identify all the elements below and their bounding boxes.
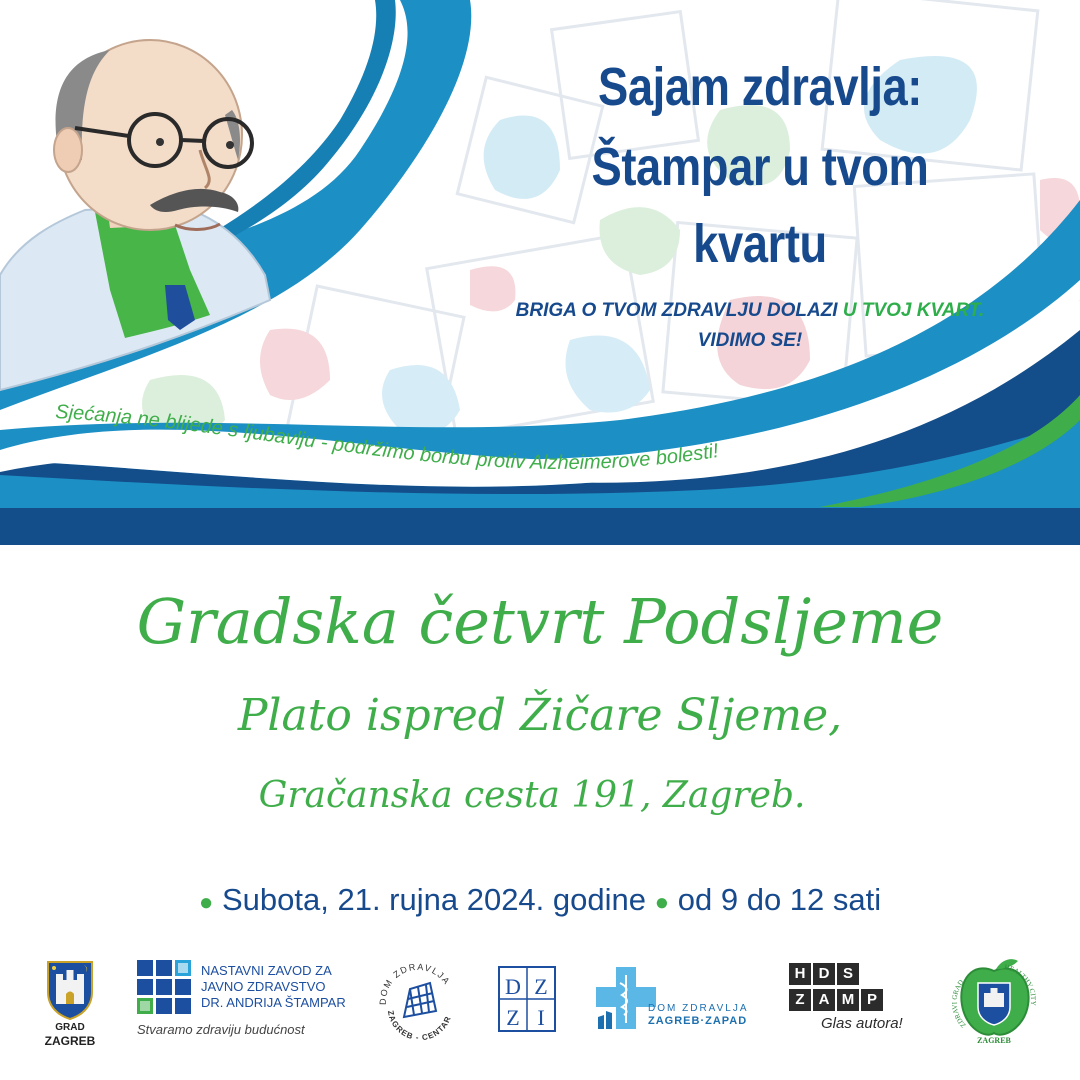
logo-grad-zagreb: [40, 958, 100, 1048]
tagline-line-1: [470, 300, 1030, 322]
venue-address: Gračanska cesta 191, Zagreb.: [258, 775, 806, 816]
title-line-2: Štampar u tvom: [591, 137, 929, 197]
svg-text:Z: Z: [506, 1005, 520, 1030]
hds-row: H D S: [789, 963, 859, 985]
logo-dzzi: [497, 965, 557, 1035]
title-line-3: kvartu: [693, 214, 827, 274]
dz-zapad-label-1: DOM ZDRAVLJA: [648, 1003, 749, 1014]
event-date: Subota, 21. rujna 2024. godine: [221, 882, 646, 917]
bullet-icon: ●: [654, 889, 670, 916]
svg-text:Z: Z: [534, 974, 548, 999]
stampar-grid-icon: [137, 960, 193, 1016]
logo-dz-zapad: [594, 965, 764, 1035]
title-line-1: Sajam zdravlja:: [598, 57, 922, 117]
tagline-line-2: VIDIMO SE!: [697, 330, 803, 351]
dz-centar-top-text: DOM ZDRAVLJA: [377, 961, 453, 1006]
logo-dz-centar: [372, 955, 464, 1047]
tagline-accent: U TVOJ KVART.: [842, 300, 985, 321]
venue-place: Plato ispred Žičare Sljeme,: [237, 690, 843, 741]
dzzi-letters-icon: [497, 965, 557, 1035]
dz-centar-bottom-text: ZAGREB - CENTAR: [385, 1009, 453, 1043]
zagreb-coat-of-arms-icon: [40, 958, 100, 1020]
banner-text: [55, 401, 721, 474]
stampar-slogan: Stvaramo zdraviju budućnost: [137, 1022, 305, 1037]
banner-textpath: Sjećanja ne blijede s ljubavlju - podržimo borbu protiv Alzheimerove bolesti!: [54, 401, 721, 474]
venue-district: Gradska četvrt Podsljeme: [136, 585, 944, 658]
tagline-part1: BRIGA O TVOM ZDRAVLJU DOLAZI: [515, 300, 843, 321]
grad-label-2: ZAGREB: [44, 1034, 96, 1048]
logo-stampar: [137, 960, 357, 1040]
svg-text:DOM ZDRAVLJA: [378, 962, 453, 1005]
bullet-icon: ●: [198, 889, 214, 916]
dz-centar-building-icon: [372, 955, 464, 1047]
stampar-name-2: JAVNO ZDRAVSTVO: [201, 979, 326, 994]
event-time: od 9 do 12 sati: [677, 882, 882, 917]
healthy-city-apple-icon: [952, 955, 1036, 1047]
logo-healthy-city: [952, 955, 1036, 1047]
hds-slogan: Glas autora!: [821, 1015, 903, 1032]
logo-hds-zamp: [789, 963, 909, 1038]
healthy-left-text: ZDRA RAD: [952, 978, 968, 1030]
svg-text:D: D: [505, 974, 521, 999]
svg-text:I: I: [537, 1005, 545, 1030]
healthy-bottom-text: ZAGREB: [977, 1036, 1011, 1045]
healthy-right-text: HEALTHY C: [1003, 963, 1036, 995]
zamp-row: Z A M P: [789, 989, 883, 1011]
grad-label-1: GRAD: [55, 1022, 85, 1033]
event-date-line: [0, 882, 1080, 918]
dz-zapad-label-2: ZAGREB·ZAPAD: [648, 1015, 748, 1027]
stampar-name-3: DR. ANDRIJA ŠTAMPAR: [201, 995, 346, 1010]
stampar-name-1: NASTAVNI ZAVOD ZA: [201, 963, 332, 978]
